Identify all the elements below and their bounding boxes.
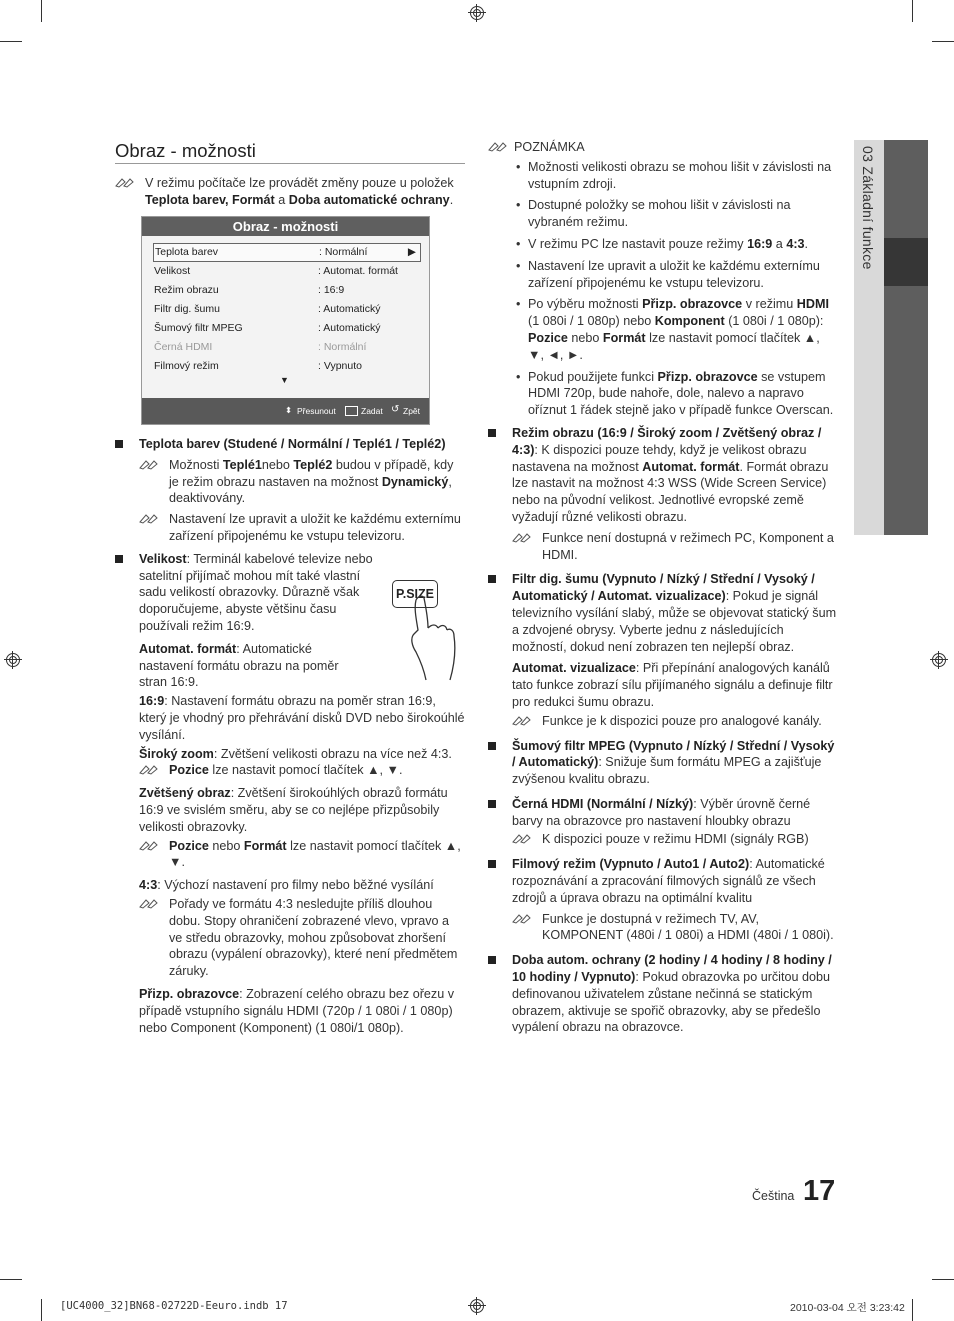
size-wide-zoom: Široký zoom: Zvětšení velikosti obrazu na více než 4:3. <box>139 746 452 761</box>
file-info: [UC4000_32]BN68-02722D-Eeuro.indb 17 <box>60 1300 288 1312</box>
right-column <box>488 139 838 1036</box>
chapter-label: 03 Základní funkce <box>860 146 876 270</box>
picture-options-menu <box>141 216 430 425</box>
item-size: Velikost: Terminál kabelové televize nebo satelitní přijímač mohou mít také vlastní sadu velikostí obrazovky. Důrazně však doporučujeme, abyste většinu času používali režim 16:9. <box>115 551 384 635</box>
hdmi-black-note: K dispozici pouze v režimu HDMI (signály RGB) <box>512 831 838 848</box>
chapter-side-tab <box>854 140 928 535</box>
note-icon <box>512 532 534 543</box>
menu-footer <box>142 398 429 424</box>
bullet-icon <box>488 575 496 583</box>
print-date: 2010-03-04 오전 3:23:42 <box>790 1302 905 1314</box>
back-label: Zpět <box>403 406 421 416</box>
film-mode-note: Funkce je dostupná v režimech TV, AV, KOMPONENT (480i / 1 080i) a HDMI (480i / 1 080i). <box>512 911 838 945</box>
remote-hand-illustration <box>390 578 460 683</box>
item-mpeg-noise-filter: Šumový filtr MPEG (Vypnuto / Nízký / Střední / Vysoký / Automatický): Snižuje šum formátu MPEG a zajišťuje zvýšenou kvalitu obrazu. <box>488 738 838 788</box>
item-screen-mode: Režim obrazu (16:9 / Široký zoom / Zvětšený obraz / 4:3): K dispozici pouze tehdy, když je velikost obrazu nastavena na možnost Automat. formát. Formát obrazu lze nastavit na možnost 4:3 WSS (Wide Screen Service) nebo na původní velikost. Jednotlivé evropské země vyžadují různé velikosti obrazu. <box>488 425 838 526</box>
bullet-icon <box>488 860 496 868</box>
crop-mark <box>0 1279 22 1280</box>
registration-mark-icon <box>930 651 948 669</box>
bullet-icon <box>488 429 496 437</box>
menu-row-mpeg-noise-filter[interactable]: Šumový filtr MPEG : Automatický <box>154 322 381 334</box>
note-icon <box>139 459 161 470</box>
scroll-down-icon[interactable]: ▼ <box>280 375 289 385</box>
note-icon <box>512 833 534 844</box>
note-icon <box>139 764 161 775</box>
bullet-icon <box>115 555 123 563</box>
menu-row-screen-mode[interactable]: Režim obrazu : 16:9 <box>154 284 345 296</box>
registration-mark-icon <box>4 651 22 669</box>
crop-mark <box>912 1299 913 1321</box>
bullet-icon <box>115 440 123 448</box>
return-icon: ↺ <box>391 404 400 415</box>
menu-row-hdmi-black: Černá HDMI : Normální <box>154 341 367 353</box>
bullet-icon <box>488 956 496 964</box>
item-digital-noise-filter: Filtr dig. šumu (Vypnuto / Nízký / Střední / Vysoký / Automatický / Automat. vizualizace): Pokud je signál televizního vysílání slabý, může se objevovat statický šum a zdvojené obrysy. Vyberte jednu z následujících možností, dokud není zobrazen ten nejlepší obraz. <box>488 571 838 655</box>
screen-mode-note: Funkce není dostupná v režimech PC, Komponent a HDMI. <box>512 530 838 564</box>
size-16-9: 16:9: Nastavení formátu obrazu na poměr stran 16:9, který je vhodný pro přehrávání disků DVD nebo širokoúhlé vysílání. <box>139 694 465 742</box>
move-icon: ⬍ <box>285 405 293 415</box>
registration-mark-icon <box>468 1297 486 1315</box>
menu-title: Obraz - možnosti <box>142 217 429 236</box>
list-item: • Nastavení lze upravit a uložit ke každému externímu zařízení připojenému ke vstupu televizoru. <box>516 258 820 290</box>
hand-icon <box>390 578 460 683</box>
auto-visualization: Automat. vizualizace: Při přepínání analogových kanálů tato funkce zobrazí sílu přijímaného signálu a definuje filtr pro redukci šumu obrazu. <box>512 661 833 709</box>
note-list <box>514 159 838 419</box>
crop-mark <box>932 41 954 42</box>
color-tone-note-2: Nastavení lze upravit a uložit ke každému externímu zařízení připojenému ke vstupu televizoru. <box>139 511 465 545</box>
note-icon <box>488 141 510 152</box>
auto-visualization-note: Funkce je k dispozici pouze pro analogové kanály. <box>512 713 838 730</box>
bullet-icon <box>488 742 496 750</box>
title-divider <box>115 163 465 164</box>
note-header: POZNÁMKA <box>488 139 838 156</box>
item-hdmi-black: Černá HDMI (Normální / Nízký): Výběr úrovně černé barvy na obrazovce pro nastavení hloubky obrazu <box>488 796 838 830</box>
registration-mark-icon <box>468 4 486 22</box>
size-screen-fit: Přizp. obrazovce: Zobrazení celého obrazu bez ořezu v případě vstupního signálu HDMI (720p / 1 080i / 1 080p) nebo Component (Komponent) (1 080i/1 080p). <box>139 986 455 1035</box>
size-4-3: 4:3: Výchozí nastavení pro filmy nebo běžné vysílání <box>139 878 434 893</box>
page-number: 17 <box>803 1175 836 1207</box>
size-4-3-note: Pořady ve formátu 4:3 nesledujte příliš dlouhou dobu. Stopy ohraničení zobrazené vlevo, vpravo a ve středu obrazovky, mohou způsobovat zhoršení obrazu (vypálení obrazovky), které není předmětem záruky. <box>139 896 465 980</box>
menu-row-size[interactable]: Velikost : Automat. formát <box>154 265 398 277</box>
page-title: Obraz - možnosti <box>115 140 256 161</box>
move-label: Přesunout <box>297 406 336 416</box>
note-icon <box>139 840 161 851</box>
crop-mark <box>41 0 42 22</box>
zoom-note: Pozice nebo Formát lze nastavit pomocí tlačítek ▲, ▼. <box>139 838 465 872</box>
list-item: • Dostupné položky se mohou lišit v závislosti na vybraném režimu. <box>516 198 791 230</box>
arrow-right-icon: ▶ <box>407 246 416 258</box>
language-label: Čeština <box>752 1189 795 1203</box>
menu-row-color-tone[interactable]: Teplota barev : Normální ▶ <box>153 243 421 262</box>
list-item: • Po výběru možnosti Přizp. obrazovce v režimu HDMI (1 080i / 1 080p) nebo Komponent (1 080i / 1 080p): Pozice nebo Formát lze nastavit pomocí tlačítek ▲, ▼, ◄, ►. <box>516 297 829 362</box>
item-film-mode: Filmový režim (Vypnuto / Auto1 / Auto2): Automatické rozpoznávání a zpracování filmových signálů ze všech zdrojů a úprava obrazu na optimální kvalitu <box>488 856 838 906</box>
psize-button: P.SIZE <box>392 580 438 608</box>
menu-row-digital-noise-filter[interactable]: Filtr dig. šumu : Automatický <box>154 303 381 315</box>
crop-mark <box>0 41 22 42</box>
menu-row-film-mode[interactable]: Filmový režim : Vypnuto <box>154 360 362 372</box>
crop-mark <box>912 0 913 22</box>
enter-label: Zadat <box>361 406 383 416</box>
color-tone-note-1: Možnosti Teplé1nebo Teplé2 budou v případě, kdy je režim obrazu nastaven na možnost Dynamický, deaktivovány. <box>139 457 465 507</box>
list-item: • Možnosti velikosti obrazu se mohou lišit v závislosti na vstupním zdroji. <box>516 159 832 191</box>
item-color-tone: Teplota barev (Studené / Normální / Teplé1 / Teplé2) <box>115 436 465 453</box>
note-icon <box>139 898 161 909</box>
size-auto-format: Automat. formát: Automatické nastavení formátu obrazu na poměr stran 16:9. <box>139 641 339 690</box>
note-icon <box>512 715 534 726</box>
note-icon <box>139 513 161 524</box>
bullet-icon <box>488 800 496 808</box>
note-icon <box>512 913 534 924</box>
crop-mark <box>41 1299 42 1321</box>
wide-zoom-note: Pozice lze nastavit pomocí tlačítek ▲, ▼. <box>139 762 465 779</box>
list-item: • Pokud použijete funkci Přizp. obrazovce se vstupem HDMI 720p, bude nahoře, dole, nalevo a napravo oříznut 1 řádek stejně jako v případě funkce Overscan. <box>516 369 834 418</box>
intro-note: V režimu počítače lze provádět změny pouze u položek Teplota barev, Formát a Doba automatické ochrany. <box>115 175 465 209</box>
crop-mark <box>932 1279 954 1280</box>
size-zoom: Zvětšený obraz: Zvětšení širokoúhlých obrazů formátu 16:9 ve svislém směru, aby se co nejlépe přizpůsobily velikosti obrazovky. <box>139 786 448 834</box>
enter-icon <box>345 406 358 416</box>
list-item: • V režimu PC lze nastavit pouze režimy 16:9 a 4:3. <box>516 236 809 251</box>
left-column <box>115 436 465 1036</box>
note-icon <box>115 177 137 188</box>
item-auto-protection-time: Doba autom. ochrany (2 hodiny / 4 hodiny / 8 hodiny / 10 hodiny / Vypnuto): Pokud obrazovka po určitou dobu definovanou uživatelem zůstane nečinná se statickým obrazem, aktivuje se spořič obrazovky, aby se předešlo vypálení obrazu na obrazovce. <box>488 952 838 1036</box>
